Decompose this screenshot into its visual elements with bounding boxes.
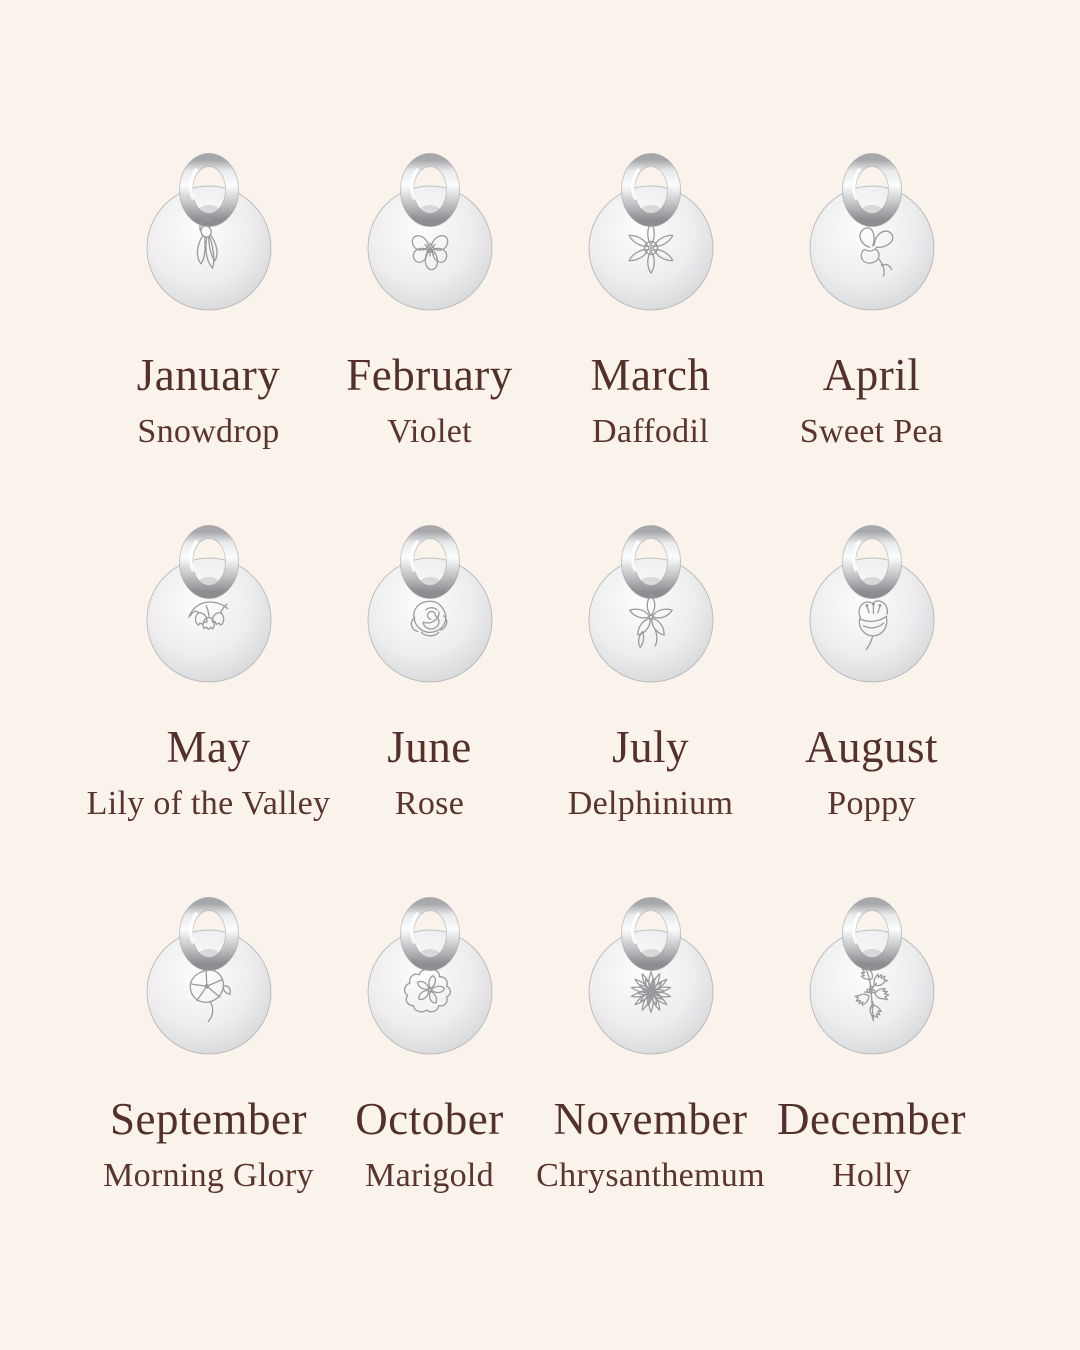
- charm-cell-december: [761, 896, 982, 1194]
- charm-pendant-march: [576, 152, 726, 312]
- charm-image: [134, 524, 284, 684]
- charm-cell-september: [98, 896, 319, 1194]
- charm-pendant-may: [134, 524, 284, 684]
- flower-label: Daffodil: [592, 413, 709, 451]
- charm-pendant-october: [355, 896, 505, 1056]
- charm-image: [355, 152, 505, 312]
- charm-disc: [147, 558, 271, 682]
- charm-caption: [777, 1056, 966, 1194]
- month-label: December: [777, 1093, 966, 1144]
- charm-caption: [355, 1056, 503, 1194]
- charm-pendant-april: [797, 152, 947, 312]
- flower-label: Delphinium: [567, 785, 734, 823]
- flower-label: Snowdrop: [137, 413, 280, 451]
- charm-pendant-june: [355, 524, 505, 684]
- charm-pendant-november: [576, 896, 726, 1056]
- month-label: June: [387, 721, 472, 772]
- flower-label: Poppy: [827, 785, 916, 823]
- charm-cell-april: [761, 152, 982, 450]
- charm-image: [797, 524, 947, 684]
- month-label: October: [355, 1093, 504, 1144]
- charm-disc: [589, 558, 713, 682]
- charm-image: [797, 152, 947, 312]
- charm-caption: [103, 1056, 314, 1194]
- charm-image: [355, 896, 505, 1056]
- charm-pendant-july: [576, 524, 726, 684]
- charm-caption: [591, 312, 711, 450]
- charm-disc: [810, 186, 934, 310]
- month-label: March: [590, 350, 711, 400]
- charm-disc: [147, 930, 271, 1054]
- charm-pendant-january: [134, 152, 284, 312]
- month-label: February: [346, 350, 513, 400]
- charm-disc: [368, 558, 492, 682]
- charm-cell-march: [540, 152, 761, 450]
- charm-cell-november: [536, 896, 765, 1195]
- flower-label: Chrysanthemum: [536, 1157, 765, 1195]
- month-label: April: [822, 350, 921, 400]
- charm-caption: [387, 684, 472, 822]
- charm-caption: [137, 312, 280, 450]
- charm-cell-july: [540, 524, 761, 822]
- charm-caption: [87, 684, 331, 822]
- charm-caption: [568, 684, 733, 822]
- charm-disc: [810, 558, 934, 682]
- charm-cell-october: [319, 896, 540, 1194]
- month-label: November: [553, 1093, 748, 1144]
- flower-label: Lily of the Valley: [86, 785, 331, 823]
- flower-label: Rose: [394, 785, 465, 823]
- month-label: January: [136, 350, 281, 400]
- month-label: August: [804, 721, 938, 772]
- flower-label: Holly: [832, 1157, 911, 1195]
- charm-image: [355, 524, 505, 684]
- flower-label: Violet: [387, 413, 472, 451]
- charm-image: [576, 896, 726, 1056]
- charm-pendant-august: [797, 524, 947, 684]
- charm-cell-february: [319, 152, 540, 450]
- charm-disc: [147, 186, 271, 310]
- charm-caption: [805, 684, 938, 822]
- charm-image: [134, 152, 284, 312]
- charm-cell-august: [761, 524, 982, 822]
- charm-image: [576, 524, 726, 684]
- charm-cell-january: [98, 152, 319, 450]
- month-label: May: [166, 721, 251, 772]
- flower-label: Morning Glory: [103, 1157, 314, 1195]
- month-label: July: [611, 721, 689, 772]
- charm-pendant-september: [134, 896, 284, 1056]
- charm-image: [134, 896, 284, 1056]
- flower-label: Sweet Pea: [799, 413, 944, 451]
- charm-pendant-december: [797, 896, 947, 1056]
- charm-cell-may: [86, 524, 331, 823]
- charm-caption: [800, 312, 943, 450]
- charm-image: [576, 152, 726, 312]
- charm-caption: [536, 1056, 765, 1194]
- flower-label: Marigold: [365, 1157, 494, 1195]
- charm-cell-june: [319, 524, 540, 822]
- charm-caption: [346, 312, 512, 450]
- month-label: September: [110, 1093, 307, 1144]
- charm-pendant-february: [355, 152, 505, 312]
- charm-image: [797, 896, 947, 1056]
